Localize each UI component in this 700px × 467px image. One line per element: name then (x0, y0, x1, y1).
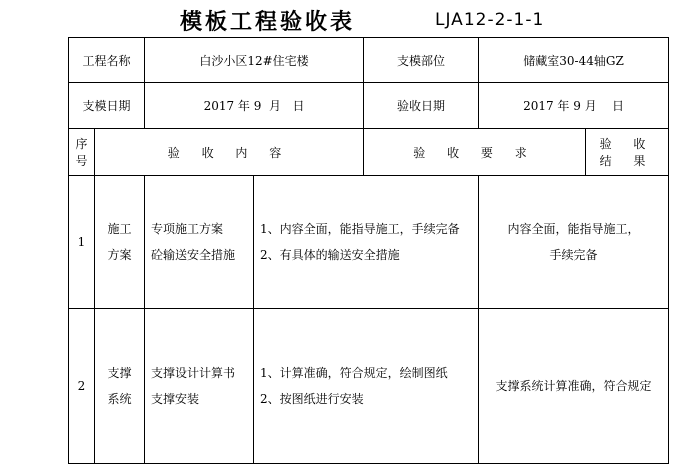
date-label: 支模日期 (69, 83, 145, 129)
row-category-line2: 系统 (107, 392, 132, 406)
row-results (479, 309, 669, 464)
part-value: 储藏室30-44轴GZ (479, 38, 669, 83)
date-value: 2017 年 9 月 日 (145, 83, 364, 129)
row-requirement: 1、计算准确，符合规定，绘制图纸 (260, 366, 448, 380)
acceptance-table (68, 37, 669, 464)
requirement-result-header (364, 129, 669, 176)
row-requirement: 1、内容全面，能指导施工，手续完备 (260, 222, 460, 236)
row-number: 1 (69, 176, 95, 309)
row-item: 砼输送安全措施 (151, 248, 236, 262)
date-row (69, 83, 669, 129)
row-items (145, 309, 254, 464)
row-item: 支撑安装 (151, 392, 200, 406)
result-header: 验 收 结 果 (599, 137, 655, 168)
project-value: 白沙小区12#住宅楼 (145, 38, 364, 83)
row-requirements (254, 309, 479, 464)
part-label: 支模部位 (364, 38, 479, 83)
seq-header-line1: 序 (75, 137, 88, 151)
row-category-line2: 方案 (107, 248, 132, 262)
table-row (69, 309, 669, 464)
content-header: 验 收 内 容 (95, 129, 364, 176)
row-results (479, 176, 669, 309)
row-result: 手续完备 (549, 248, 598, 262)
seq-header (69, 129, 95, 176)
row-items (145, 176, 254, 309)
project-label: 工程名称 (69, 38, 145, 83)
accept-date-label: 验收日期 (364, 83, 479, 129)
row-category (95, 176, 145, 309)
requirement-header: 验 收 要 求 (364, 129, 586, 175)
row-item: 专项施工方案 (151, 222, 224, 236)
seq-header-line2: 号 (75, 154, 88, 168)
row-category (95, 309, 145, 464)
form-code: LJA12-2-1-1 (435, 10, 545, 30)
column-header-row (69, 129, 669, 176)
row-item: 支撑设计计算书 (151, 366, 236, 380)
row-result: 内容全面，能指导施工， (507, 222, 640, 236)
row-number: 2 (69, 309, 95, 464)
page-title: 模板工程验收表 (180, 10, 356, 35)
row-requirement: 2、有具体的输送安全措施 (260, 248, 400, 262)
row-requirement: 2、按图纸进行安装 (260, 392, 364, 406)
row-result: 支撑系统计算准确，符合规定 (495, 379, 652, 393)
row-requirements (254, 176, 479, 309)
row-category-line1: 施工 (107, 222, 132, 236)
table-row (69, 176, 669, 309)
accept-date-value: 2017 年 9 月 日 (479, 83, 669, 129)
project-row (69, 38, 669, 83)
row-category-line1: 支撑 (107, 366, 132, 380)
